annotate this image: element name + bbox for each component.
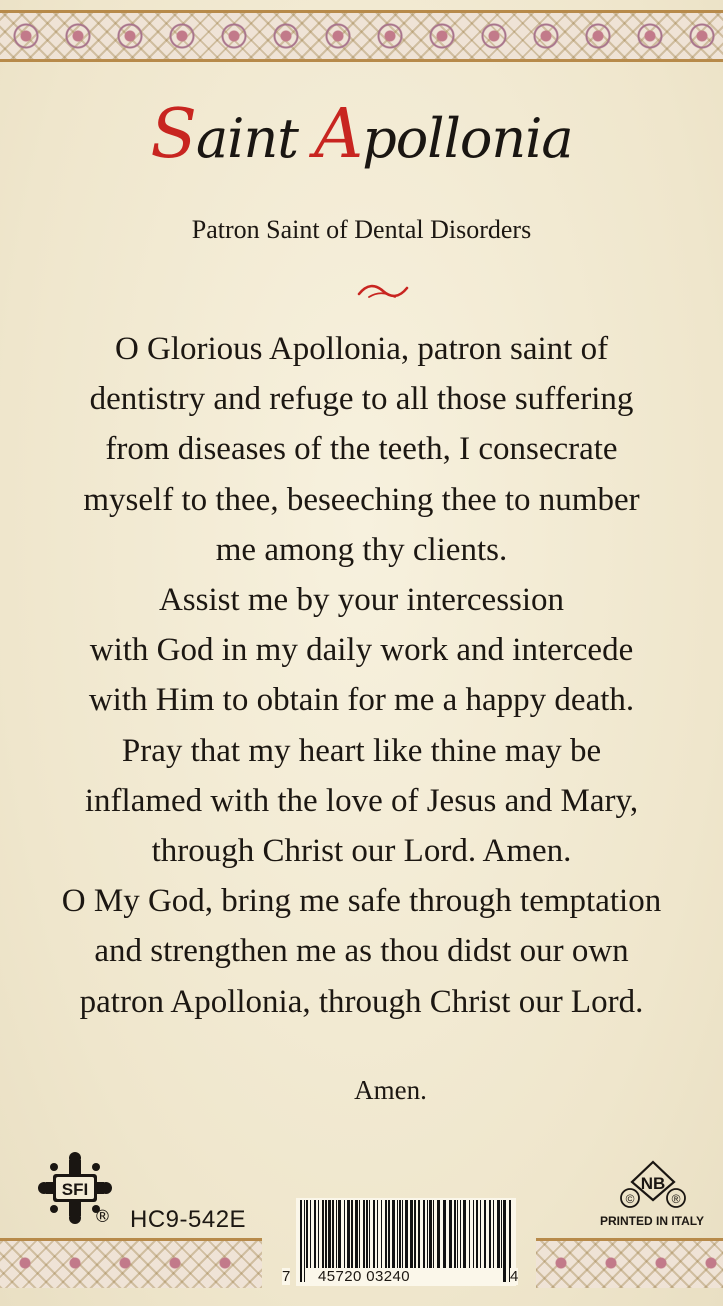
prayer-line: with God in my daily work and intercede — [89, 632, 634, 669]
barcode-bar — [304, 1200, 305, 1282]
barcode-bar — [399, 1200, 401, 1268]
sfi-logo-text: SFI — [61, 1180, 89, 1199]
flourish-icon — [355, 280, 411, 302]
barcode-bar — [310, 1200, 311, 1268]
prayer-text — [20, 324, 703, 1027]
barcode-bar — [429, 1200, 432, 1268]
card-subtitle: Patron Saint of Dental Disorders — [191, 215, 532, 244]
barcode-bar — [314, 1200, 316, 1268]
barcode-bar — [463, 1200, 466, 1268]
prayer-line: inflamed with the love of Jesus and Mary, — [84, 782, 639, 819]
prayer-line: through Christ our Lord. Amen. — [151, 833, 572, 870]
prayer-line: O My God, bring me safe through temptation — [61, 883, 662, 920]
prayer-line: O Glorious Apollonia, patron saint of — [114, 331, 609, 367]
title-capital-s: S — [150, 95, 196, 174]
printed-in-italy: PRINTED IN ITALY — [599, 1214, 704, 1228]
title-word-2-rest: pollonia — [362, 107, 573, 170]
barcode-bar — [473, 1200, 474, 1268]
prayer-line: Assist me by your intercession — [158, 582, 565, 619]
barcode-bar — [484, 1200, 486, 1268]
barcode-bar — [493, 1200, 494, 1268]
barcode-bar — [373, 1200, 375, 1268]
card-title — [0, 95, 723, 174]
barcode-bar — [418, 1200, 420, 1268]
nb-trademark-logo-icon — [612, 1160, 694, 1212]
prayer-line: dentistry and refuge to all those suffering — [89, 381, 634, 418]
barcode-digits: 45720 03240 — [318, 1268, 410, 1285]
barcode-bar — [363, 1200, 365, 1268]
closing-amen: Amen. — [354, 1075, 427, 1105]
ornamental-border-bottom-left — [0, 1238, 262, 1288]
barcode-bar — [385, 1200, 387, 1268]
barcode-bar — [489, 1200, 491, 1268]
barcode-bar — [388, 1200, 390, 1268]
barcode-bar — [347, 1200, 350, 1268]
barcode-bar — [336, 1200, 337, 1268]
barcode-bar — [497, 1200, 500, 1268]
barcode-bar — [366, 1200, 368, 1268]
barcode-bar — [454, 1200, 456, 1268]
barcode-left-digit: 7 — [282, 1268, 291, 1285]
barcode-bar — [381, 1200, 382, 1268]
prayer-line: with Him to obtain for me a happy death. — [88, 682, 635, 719]
barcode-bar — [322, 1200, 324, 1268]
barcode-bar — [318, 1200, 319, 1268]
prayer-line: Pray that my heart like thine may be — [121, 732, 602, 769]
barcode-bar — [460, 1200, 461, 1268]
prayer-line: and strengthen me as thou didst our own — [94, 933, 629, 970]
nb-logo-text: NB — [640, 1174, 666, 1193]
product-code: HC9-542E — [130, 1206, 247, 1233]
barcode-bar — [480, 1200, 481, 1268]
barcode-bar — [423, 1200, 425, 1268]
barcode-bar — [369, 1200, 370, 1268]
barcode-bar — [501, 1200, 502, 1268]
barcode-bar — [469, 1200, 470, 1268]
ornamental-border-bottom-right — [536, 1238, 723, 1288]
prayer-line: me among thy clients. — [215, 531, 508, 568]
barcode-bar — [414, 1200, 416, 1268]
barcode-bar — [344, 1200, 345, 1268]
barcode-bar — [476, 1200, 478, 1268]
barcode-bar — [328, 1200, 331, 1268]
barcode-bar — [355, 1200, 358, 1268]
barcode-bar — [443, 1200, 446, 1268]
barcode-bar — [306, 1200, 308, 1268]
barcode-right-digit: 4 — [510, 1268, 519, 1285]
registered-mark-2: ® — [671, 1192, 681, 1206]
prayer-line: from diseases of the teeth, I consecrate — [105, 431, 618, 468]
copyright-mark: © — [625, 1192, 635, 1206]
barcode-bar — [449, 1200, 452, 1268]
barcode-bar — [503, 1200, 506, 1282]
barcode-bar — [410, 1200, 413, 1268]
prayer-line: myself to thee, beseeching thee to number — [83, 481, 640, 518]
barcode-bar — [300, 1200, 302, 1282]
barcode-bar — [392, 1200, 395, 1268]
ornamental-border-top — [0, 10, 723, 62]
prayer-line: patron Apollonia, through Christ our Lord. — [79, 983, 644, 1020]
registered-mark: ® — [94, 1207, 111, 1227]
barcode-bar — [427, 1200, 428, 1268]
barcode-bar — [397, 1200, 398, 1268]
title-capital-a: A — [314, 95, 363, 174]
barcode-bar — [433, 1200, 434, 1268]
barcode-bar — [457, 1200, 458, 1268]
barcode-bar — [437, 1200, 440, 1268]
barcode-bar — [351, 1200, 353, 1268]
barcode-bar — [325, 1200, 327, 1268]
barcode-bar — [338, 1200, 341, 1268]
barcode-bar — [359, 1200, 360, 1268]
barcode-bar — [377, 1200, 378, 1268]
title-word-1-rest: aint — [195, 107, 298, 170]
barcode-bar — [332, 1200, 334, 1268]
